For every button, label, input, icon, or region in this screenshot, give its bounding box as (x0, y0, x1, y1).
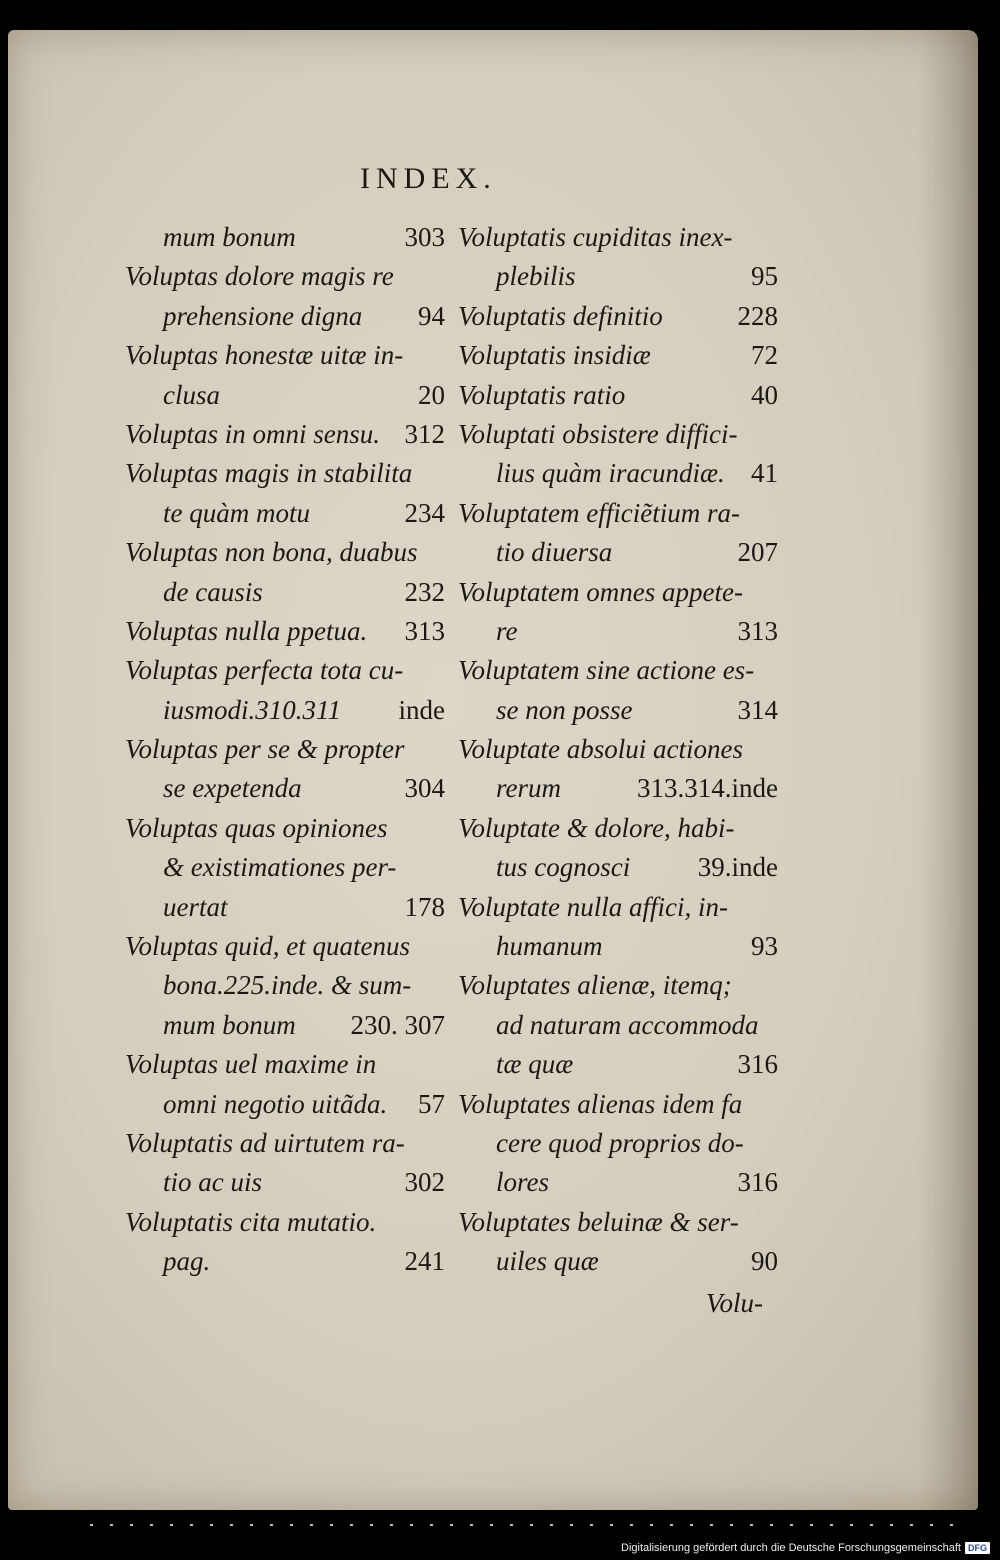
index-entry-line (125, 691, 445, 730)
footer-bar (0, 1518, 1000, 1560)
index-entry-line (125, 573, 445, 612)
index-entry-text: lores (496, 1167, 549, 1198)
index-entry-page: 41 (751, 458, 778, 489)
index-entry-line (458, 966, 778, 1005)
index-entry-text: uertat (163, 891, 228, 922)
index-entry-text: Voluptatis cita mutatio. (125, 1206, 377, 1237)
index-entry-page: 234 (404, 497, 445, 528)
page-spine-shadow (918, 30, 978, 1510)
index-entry-page: 304 (404, 773, 445, 804)
index-entry-line (458, 1006, 778, 1045)
index-entry-text: Voluptas uel maxime in (125, 1049, 377, 1080)
index-entry-text: cere quod proprios do- (496, 1127, 744, 1158)
index-entry-text: Voluptates alienas idem fa (458, 1088, 743, 1119)
index-entry-text: Voluptate & dolore, habi- (458, 812, 735, 843)
index-entry-line (458, 494, 778, 533)
index-entry-text: tio diuersa (496, 537, 613, 568)
index-entry-text: Voluptas quid, et quatenus (125, 931, 410, 962)
index-entry-line (458, 809, 778, 848)
index-entry-page: 40 (751, 379, 778, 410)
index-entry-text: Voluptatem efficiẽtium ra- (458, 497, 740, 528)
index-entry-page: 313 (404, 615, 445, 646)
index-entry-text: Voluptates beluinæ & ser- (458, 1206, 739, 1237)
index-entry-line (458, 376, 778, 415)
index-entry-line (458, 848, 778, 887)
index-entry-page: 57 (418, 1088, 445, 1119)
index-entry-page: 94 (418, 300, 445, 331)
index-entry-page: 232 (404, 576, 445, 607)
index-entry-text: ad naturam accommoda (496, 1009, 759, 1040)
index-entry-line (125, 533, 445, 572)
index-entry-text: Voluptatis cupiditas inex- (458, 222, 733, 252)
index-entry-text: lius quàm iracundiæ. (496, 458, 725, 489)
index-entry-line (458, 1085, 778, 1124)
index-entry-text: de causis (163, 576, 263, 607)
index-entry-text: omni negotio uitãda. (163, 1088, 388, 1119)
index-entry-text: clusa (163, 379, 220, 410)
index-entry-page: 303 (404, 222, 445, 252)
index-entry-page: 72 (751, 340, 778, 371)
index-entry-line (458, 651, 778, 690)
index-entry-page: 302 (404, 1167, 445, 1198)
index-entry-text: bona.225.inde. & sum- (163, 970, 412, 1001)
index-entry-line (125, 651, 445, 690)
index-entry-text: mum bonum (163, 222, 296, 252)
index-entry-page: 312 (404, 418, 445, 449)
index-entry-text: tus cognosci (496, 852, 631, 883)
index-entry-line (458, 769, 778, 808)
index-entry-line (458, 888, 778, 927)
index-entry-line (458, 730, 778, 769)
index-entry-text: humanum (496, 931, 603, 962)
index-entry-text: Voluptas perfecta tota cu- (125, 655, 404, 686)
index-entry-line (458, 927, 778, 966)
index-entry-line (458, 1045, 778, 1084)
index-entry-page: 316 (737, 1167, 778, 1198)
index-entry-line (125, 1203, 445, 1242)
index-entry-line (125, 415, 445, 454)
index-entry-text: rerum (496, 773, 561, 804)
index-entry-line (125, 612, 445, 651)
index-entry-line (458, 415, 778, 454)
index-entry-page: 20 (418, 379, 445, 410)
index-entry-text: & existimationes per- (163, 852, 397, 883)
index-entry-text: tæ quæ (496, 1049, 574, 1080)
index-entry-text: uiles quæ (496, 1246, 599, 1277)
index-entry-line (125, 1242, 445, 1281)
index-entry-page: 314 (737, 694, 778, 725)
page-title: INDEX. (360, 162, 497, 195)
index-entry-text: Voluptas magis in stabilita (125, 458, 413, 489)
index-entry-text: prehensione digna (163, 300, 363, 331)
index-entry-text: Voluptas dolore magis re (125, 261, 394, 292)
index-entry-text: pag. (163, 1246, 211, 1277)
index-entry-line (125, 257, 445, 296)
index-entry-line (458, 691, 778, 730)
index-entry-page: 313.314.inde (637, 773, 778, 804)
footer-credit (621, 1542, 990, 1554)
index-entry-page: 95 (751, 261, 778, 292)
index-entry-line (125, 848, 445, 887)
footer-dotted-rule (90, 1524, 970, 1526)
index-entry-page: 90 (751, 1246, 778, 1277)
index-entry-line (125, 888, 445, 927)
index-entry-text: Voluptas nulla ppetua. (125, 615, 368, 646)
index-entry-line (458, 1163, 778, 1202)
index-entry-line (458, 612, 778, 651)
index-entry-text: Voluptas per se & propter (125, 734, 405, 765)
index-entry-text: Voluptas in omni sensu. (125, 418, 381, 449)
index-entry-text: Voluptatis ratio (458, 379, 626, 410)
index-entry-page: 228 (737, 300, 778, 331)
index-entry-page: 93 (751, 931, 778, 962)
index-entry-line (458, 336, 778, 375)
index-entry-page: 39.inde (697, 852, 778, 883)
index-entry-page: 241 (404, 1246, 445, 1277)
index-entry-text: iusmodi.310.311 (163, 694, 342, 725)
index-entry-text: Voluptate absolui actiones (458, 734, 743, 765)
index-entry-text: Voluptati obsistere diffici- (458, 418, 738, 449)
index-entry-text: Voluptatem omnes appete- (458, 576, 743, 607)
index-column-right (458, 218, 778, 1282)
index-entry-line (125, 1045, 445, 1084)
index-entry-text: plebilis (496, 261, 576, 292)
index-entry-text: Voluptas honestæ uitæ in- (125, 340, 404, 371)
index-entry-text: mum bonum (163, 1009, 296, 1040)
index-entry-line (125, 494, 445, 533)
index-entry-line (125, 376, 445, 415)
index-entry-line (125, 454, 445, 493)
index-entry-line (125, 336, 445, 375)
index-entry-text: re (496, 615, 518, 646)
index-entry-text: se expetenda (163, 773, 302, 804)
index-entry-line (458, 218, 778, 257)
index-entry-line (125, 769, 445, 808)
index-entry-text: te quàm motu (163, 497, 310, 528)
index-entry-text: Voluptatis ad uirtutem ra- (125, 1127, 405, 1158)
index-entry-line (125, 927, 445, 966)
catchword: Volu- (706, 1288, 763, 1318)
index-entry-line (458, 257, 778, 296)
index-entry-line (125, 1124, 445, 1163)
footer-credit-text: Digitalisierung gefördert durch die Deutsche Forschungsgemeinschaft (621, 1542, 961, 1554)
index-entry-page: inde (398, 694, 445, 725)
index-entry-text: se non posse (496, 694, 633, 725)
index-entry-page: 316 (737, 1049, 778, 1080)
index-entry-page: 313 (737, 615, 778, 646)
index-entry-text: Voluptas quas opiniones (125, 812, 388, 843)
index-entry-text: Voluptas non bona, duabus (125, 537, 418, 568)
dfg-logo-icon: DFG (965, 1542, 990, 1554)
index-entry-text: Voluptate nulla affici, in- (458, 891, 728, 922)
index-entry-line (125, 1085, 445, 1124)
index-entry-line (125, 297, 445, 336)
index-entry-text: tio ac uis (163, 1167, 262, 1198)
index-entry-line (458, 297, 778, 336)
index-entry-page: 178 (404, 891, 445, 922)
index-entry-line (458, 1242, 778, 1281)
index-entry-text: Voluptates alienæ, itemq; (458, 970, 732, 1001)
index-entry-page: 230. 307 (350, 1009, 445, 1040)
index-entry-line (125, 1006, 445, 1045)
index-entry-line (125, 809, 445, 848)
index-entry-line (458, 1203, 778, 1242)
index-entry-line (125, 218, 445, 257)
index-entry-line (458, 573, 778, 612)
index-column-left (125, 218, 445, 1282)
index-entry-line (458, 454, 778, 493)
index-entry-line (125, 1163, 445, 1202)
index-entry-text: Voluptatis insidiæ (458, 340, 651, 371)
index-entry-text: Voluptatem sine actione es- (458, 655, 755, 686)
index-entry-line (458, 533, 778, 572)
index-entry-line (125, 730, 445, 769)
index-entry-text: Voluptatis definitio (458, 300, 663, 331)
index-entry-line (125, 966, 445, 1005)
index-entry-line (458, 1124, 778, 1163)
index-entry-page: 207 (737, 537, 778, 568)
